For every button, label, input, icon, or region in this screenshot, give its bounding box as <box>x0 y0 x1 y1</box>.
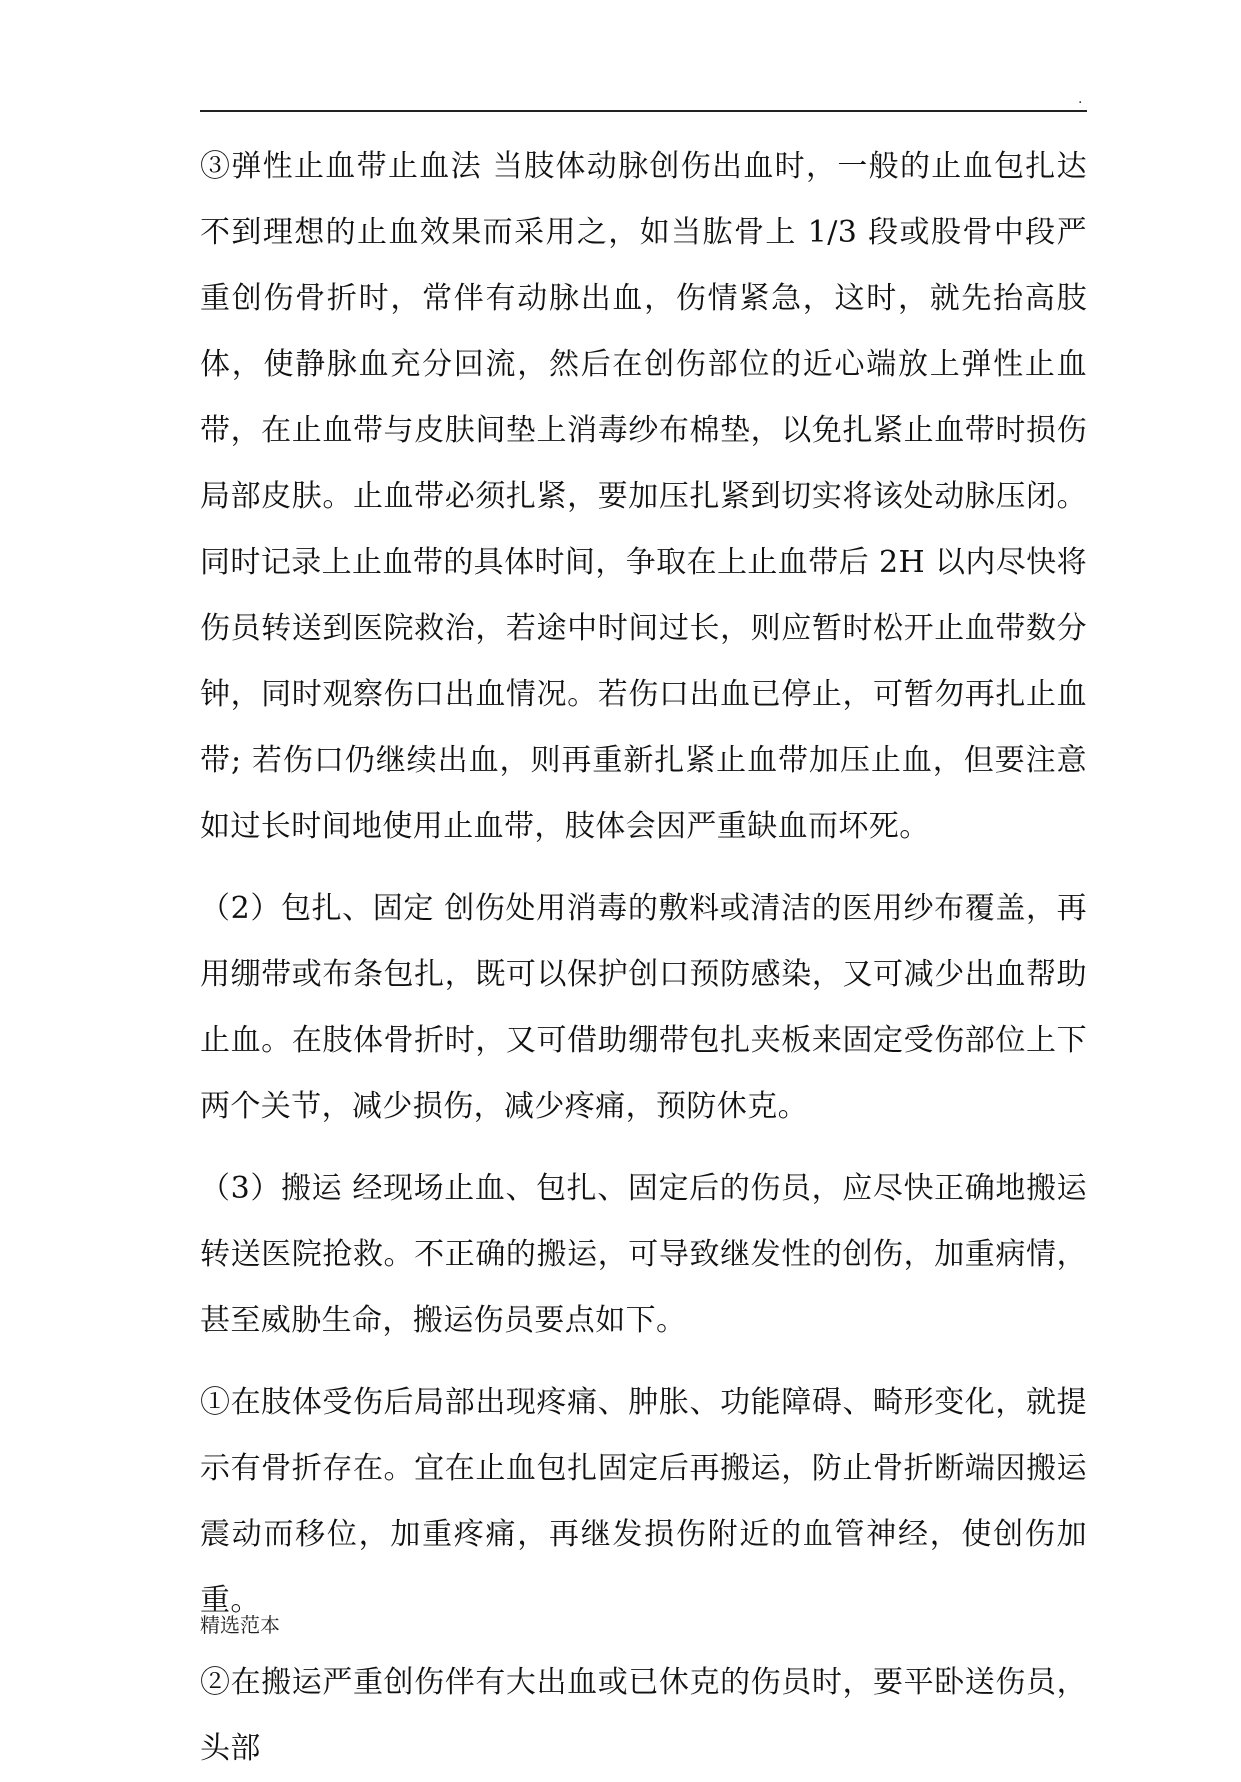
paragraph-transport-point-2: ②在搬运严重创伤伴有大出血或已休克的伤员时，要平卧送伤员，头部 <box>200 1665 1087 1766</box>
document-body <box>200 134 1087 1782</box>
footer-label: 精选范本 <box>200 1613 280 1637</box>
header-mark: . <box>1078 91 1083 107</box>
paragraph-transport: （3）搬运 经现场止血、包扎、固定后的伤员，应尽快正确地搬运转送医院抢救。不正确的搬运，可导致继发性的创伤，加重病情，甚至威胁生命，搬运伤员要点如下。 <box>200 1171 1087 1338</box>
paragraph-transport-point-1: ①在肢体受伤后局部出现疼痛、肿胀、功能障碍、畸形变化，就提示有骨折存在。宜在止血包扎固定后再搬运，防止骨折断端因搬运震动而移位，加重疼痛，再继发损伤附近的血管神经，使创伤加重。 <box>200 1385 1087 1618</box>
header-rule <box>200 110 1087 112</box>
paragraph-bandage-fixation: （2）包扎、固定 创伤处用消毒的敷料或清洁的医用纱布覆盖，再用绷带或布条包扎，既可以保护创口预防感染，又可减少出血帮助止血。在肢体骨折时，又可借助绷带包扎夹板来固定受伤部位上下两个关节，减少损伤，减少疼痛，预防休克。 <box>200 891 1087 1124</box>
paragraph-elastic-tourniquet: ③弹性止血带止血法 当肢体动脉创伤出血时，一般的止血包扎达不到理想的止血效果而采用之，如当肱骨上 1/3 段或股骨中段严重创伤骨折时，常伴有动脉出血，伤情紧急，这时，就先抬高肢体，使静脉血充分回流，然后在创伤部位的近心端放上弹性止血带，在止血带与皮肤间垫上消毒纱布棉垫，以免扎紧止血带时损伤局部皮肤。止血带必须扎紧，要加压扎紧到切实将该处动脉压闭。同时记录上止血带的具体时间，争取在上止血带后 2H 以内尽快将伤员转送到医院救治，若途中时间过长，则应暂时松开止血带数分钟，同时观察伤口出血情况。若伤口出血已停止，可暂勿再扎止血带; 若伤口仍继续出血，则再重新扎紧止血带加压止血，但要注意如过长时间地使用止血带，肢体会因严重缺血而坏死。 <box>200 149 1087 844</box>
